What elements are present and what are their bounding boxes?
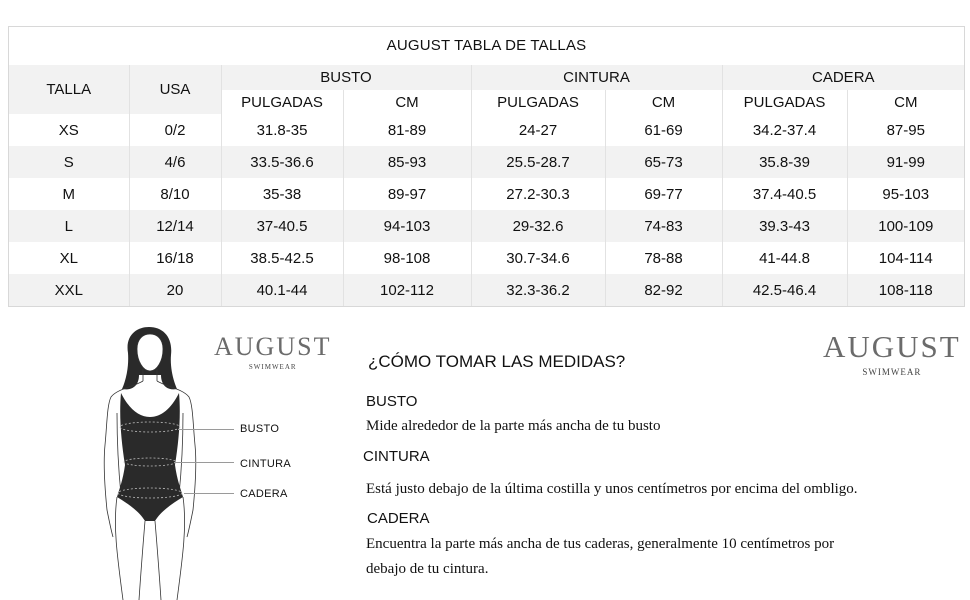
subheader-busto-pulgadas: PULGADAS [221, 90, 343, 114]
cell-usa: 20 [129, 274, 221, 306]
subheader-busto-cm: CM [343, 90, 471, 114]
brand-logo-small-name: AUGUST [214, 332, 332, 361]
bust-guide-line [178, 429, 234, 430]
cell-cintura-pulgadas: 27.2-30.3 [471, 178, 605, 210]
brand-logo-large [823, 329, 961, 377]
header-cintura: CINTURA [471, 65, 722, 90]
waist-guide-line [174, 462, 234, 463]
busto-description: Mide alrededor de la parte más ancha de tu busto [366, 418, 661, 434]
cell-usa: 4/6 [129, 146, 221, 178]
cell-usa: 0/2 [129, 114, 221, 146]
cell-busto-cm: 102-112 [343, 274, 471, 306]
cell-usa: 16/18 [129, 242, 221, 274]
cell-cintura-pulgadas: 25.5-28.7 [471, 146, 605, 178]
table-row [9, 242, 964, 274]
cell-talla: M [9, 178, 129, 210]
cell-busto-cm: 85-93 [343, 146, 471, 178]
cell-cadera-pulgadas: 41-44.8 [722, 242, 847, 274]
cell-cadera-pulgadas: 35.8-39 [722, 146, 847, 178]
figure-label-cadera: CADERA [240, 488, 288, 500]
cell-cadera-pulgadas: 39.3-43 [722, 210, 847, 242]
cadera-description-line-2: debajo de tu cintura. [366, 561, 489, 577]
subheader-cadera-pulgadas: PULGADAS [722, 90, 847, 114]
cell-cintura-cm: 82-92 [605, 274, 722, 306]
table-row [9, 210, 964, 242]
header-busto: BUSTO [221, 65, 471, 90]
cintura-description: Está justo debajo de la última costilla y unos centímetros por encima del ombligo. [366, 481, 858, 497]
busto-heading: BUSTO [366, 393, 418, 410]
cell-talla: L [9, 210, 129, 242]
cell-cintura-cm: 61-69 [605, 114, 722, 146]
header-cadera: CADERA [722, 65, 964, 90]
cell-cadera-cm: 104-114 [847, 242, 964, 274]
cell-cintura-cm: 69-77 [605, 178, 722, 210]
header-usa: USA [129, 65, 221, 114]
cell-cintura-pulgadas: 32.3-36.2 [471, 274, 605, 306]
brand-logo-large-name: AUGUST [823, 329, 961, 364]
cell-busto-pulgadas: 37-40.5 [221, 210, 343, 242]
cell-busto-cm: 94-103 [343, 210, 471, 242]
size-chart [8, 26, 965, 307]
brand-logo-small-sub: SWIMWEAR [248, 363, 297, 371]
cell-usa: 8/10 [129, 178, 221, 210]
table-row [9, 146, 964, 178]
cell-busto-pulgadas: 38.5-42.5 [221, 242, 343, 274]
cell-cintura-cm: 78-88 [605, 242, 722, 274]
cell-busto-pulgadas: 40.1-44 [221, 274, 343, 306]
subheader-cadera-cm: CM [847, 90, 964, 114]
cell-cadera-pulgadas: 34.2-37.4 [722, 114, 847, 146]
cell-talla: S [9, 146, 129, 178]
cintura-heading: CINTURA [363, 448, 430, 465]
hip-guide-line [184, 493, 234, 494]
cell-busto-pulgadas: 33.5-36.6 [221, 146, 343, 178]
figure-label-busto: BUSTO [240, 423, 280, 435]
size-table [9, 65, 964, 306]
brand-logo-small [214, 332, 331, 371]
cell-cadera-cm: 100-109 [847, 210, 964, 242]
cell-cadera-cm: 108-118 [847, 274, 964, 306]
cell-cadera-cm: 95-103 [847, 178, 964, 210]
table-row [9, 274, 964, 306]
cell-cintura-pulgadas: 29-32.6 [471, 210, 605, 242]
cell-busto-pulgadas: 31.8-35 [221, 114, 343, 146]
cadera-heading: CADERA [367, 510, 430, 527]
table-row [9, 178, 964, 210]
cell-cintura-cm: 65-73 [605, 146, 722, 178]
cell-busto-cm: 98-108 [343, 242, 471, 274]
size-table-body [9, 114, 964, 306]
cadera-description-line-1: Encuentra la parte más ancha de tus caderas, generalmente 10 centímetros por [366, 536, 835, 552]
cell-busto-pulgadas: 35-38 [221, 178, 343, 210]
cell-cintura-cm: 74-83 [605, 210, 722, 242]
subheader-cintura-pulgadas: PULGADAS [471, 90, 605, 114]
header-talla: TALLA [9, 65, 129, 114]
cell-cadera-pulgadas: 42.5-46.4 [722, 274, 847, 306]
brand-logo-large-sub: SWIMWEAR [862, 367, 922, 377]
cell-cadera-pulgadas: 37.4-40.5 [722, 178, 847, 210]
table-row [9, 114, 964, 146]
cell-usa: 12/14 [129, 210, 221, 242]
swimsuit-shape [117, 393, 183, 521]
howto-title: ¿CÓMO TOMAR LAS MEDIDAS? [368, 352, 626, 371]
cell-talla: XXL [9, 274, 129, 306]
cell-cadera-cm: 87-95 [847, 114, 964, 146]
cell-talla: XS [9, 114, 129, 146]
cell-cintura-pulgadas: 24-27 [471, 114, 605, 146]
subheader-cintura-cm: CM [605, 90, 722, 114]
figure-label-cintura: CINTURA [240, 458, 291, 470]
cell-busto-cm: 89-97 [343, 178, 471, 210]
cell-busto-cm: 81-89 [343, 114, 471, 146]
cell-cintura-pulgadas: 30.7-34.6 [471, 242, 605, 274]
size-chart-title: AUGUST TABLA DE TALLAS [386, 37, 587, 54]
cell-cadera-cm: 91-99 [847, 146, 964, 178]
cell-talla: XL [9, 242, 129, 274]
